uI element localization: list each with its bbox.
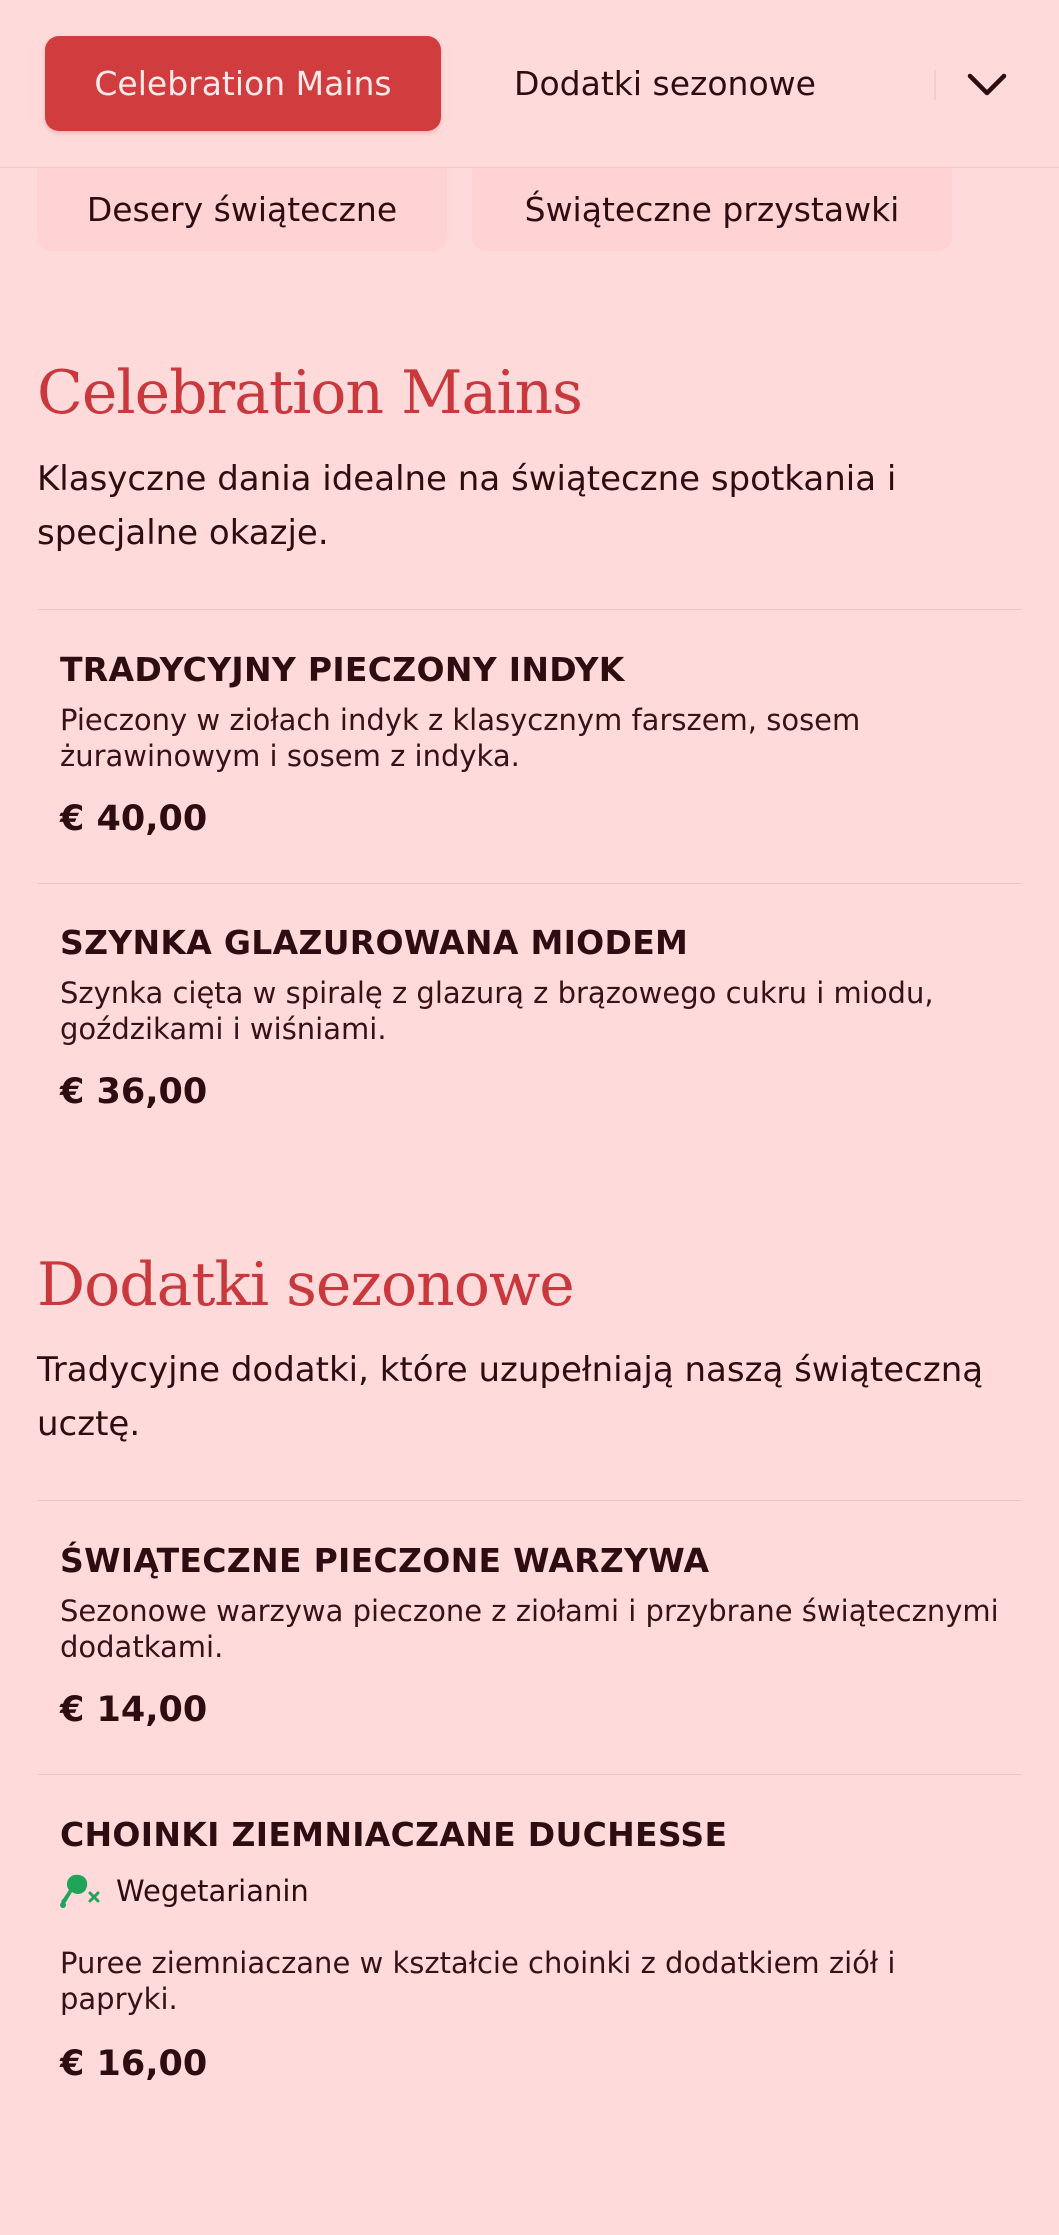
item-divider — [37, 1774, 1022, 1775]
item-description: Puree ziemniaczane w kształcie choinki z dodatkiem ziół i papryki. — [60, 1946, 896, 2016]
item-price: € 36,00 — [60, 1072, 208, 1112]
item-name: SZYNKA GLAZUROWANA MIODEM — [60, 923, 689, 962]
item-description: Sezonowe warzywa pieczone z ziołami i przybrane świątecznymi dodatkami. — [60, 1594, 999, 1664]
item-divider — [37, 883, 1022, 884]
vegetarian-badge — [60, 1871, 309, 1911]
item-name: CHOINKI ZIEMNIACZANE DUCHESSE — [60, 1815, 728, 1854]
item-price: € 40,00 — [60, 799, 208, 839]
nav-divider — [934, 70, 936, 100]
item-divider — [37, 1500, 1022, 1501]
tab-celebration-mains[interactable]: Celebration Mains — [45, 36, 441, 131]
no-meat-icon — [60, 1871, 102, 1911]
item-description: Szynka cięta w spiralę z glazurą z brązowego cukru i miodu, goździkami i wiśniami. — [60, 976, 934, 1046]
tab-dodatki-sezonowe[interactable]: Dodatki sezonowe — [514, 64, 816, 103]
section-description: Klasyczne dania idealne na świąteczne spotkania i specjalne okazje. — [37, 459, 897, 553]
item-name: TRADYCYJNY PIECZONY INDYK — [60, 650, 625, 689]
section-description: Tradycyjne dodatki, które uzupełniają naszą świąteczną ucztę. — [37, 1350, 984, 1444]
category-nav — [0, 0, 1059, 168]
item-price: € 16,00 — [60, 2044, 208, 2084]
section-title: Celebration Mains — [37, 358, 582, 428]
section-title: Dodatki sezonowe — [37, 1250, 574, 1320]
tab-desery-swiateczne[interactable]: Desery świąteczne — [37, 168, 447, 251]
item-description: Pieczony w ziołach indyk z klasycznym farszem, sosem żurawinowym i sosem z indyka. — [60, 703, 861, 773]
item-price: € 14,00 — [60, 1690, 208, 1730]
tab-swiateczne-przystawki[interactable]: Świąteczne przystawki — [472, 168, 952, 251]
chevron-down-icon[interactable] — [962, 60, 1012, 110]
item-name: ŚWIĄTECZNE PIECZONE WARZYWA — [60, 1541, 710, 1580]
item-divider — [37, 609, 1022, 610]
vegetarian-label: Wegetarianin — [116, 1874, 309, 1908]
